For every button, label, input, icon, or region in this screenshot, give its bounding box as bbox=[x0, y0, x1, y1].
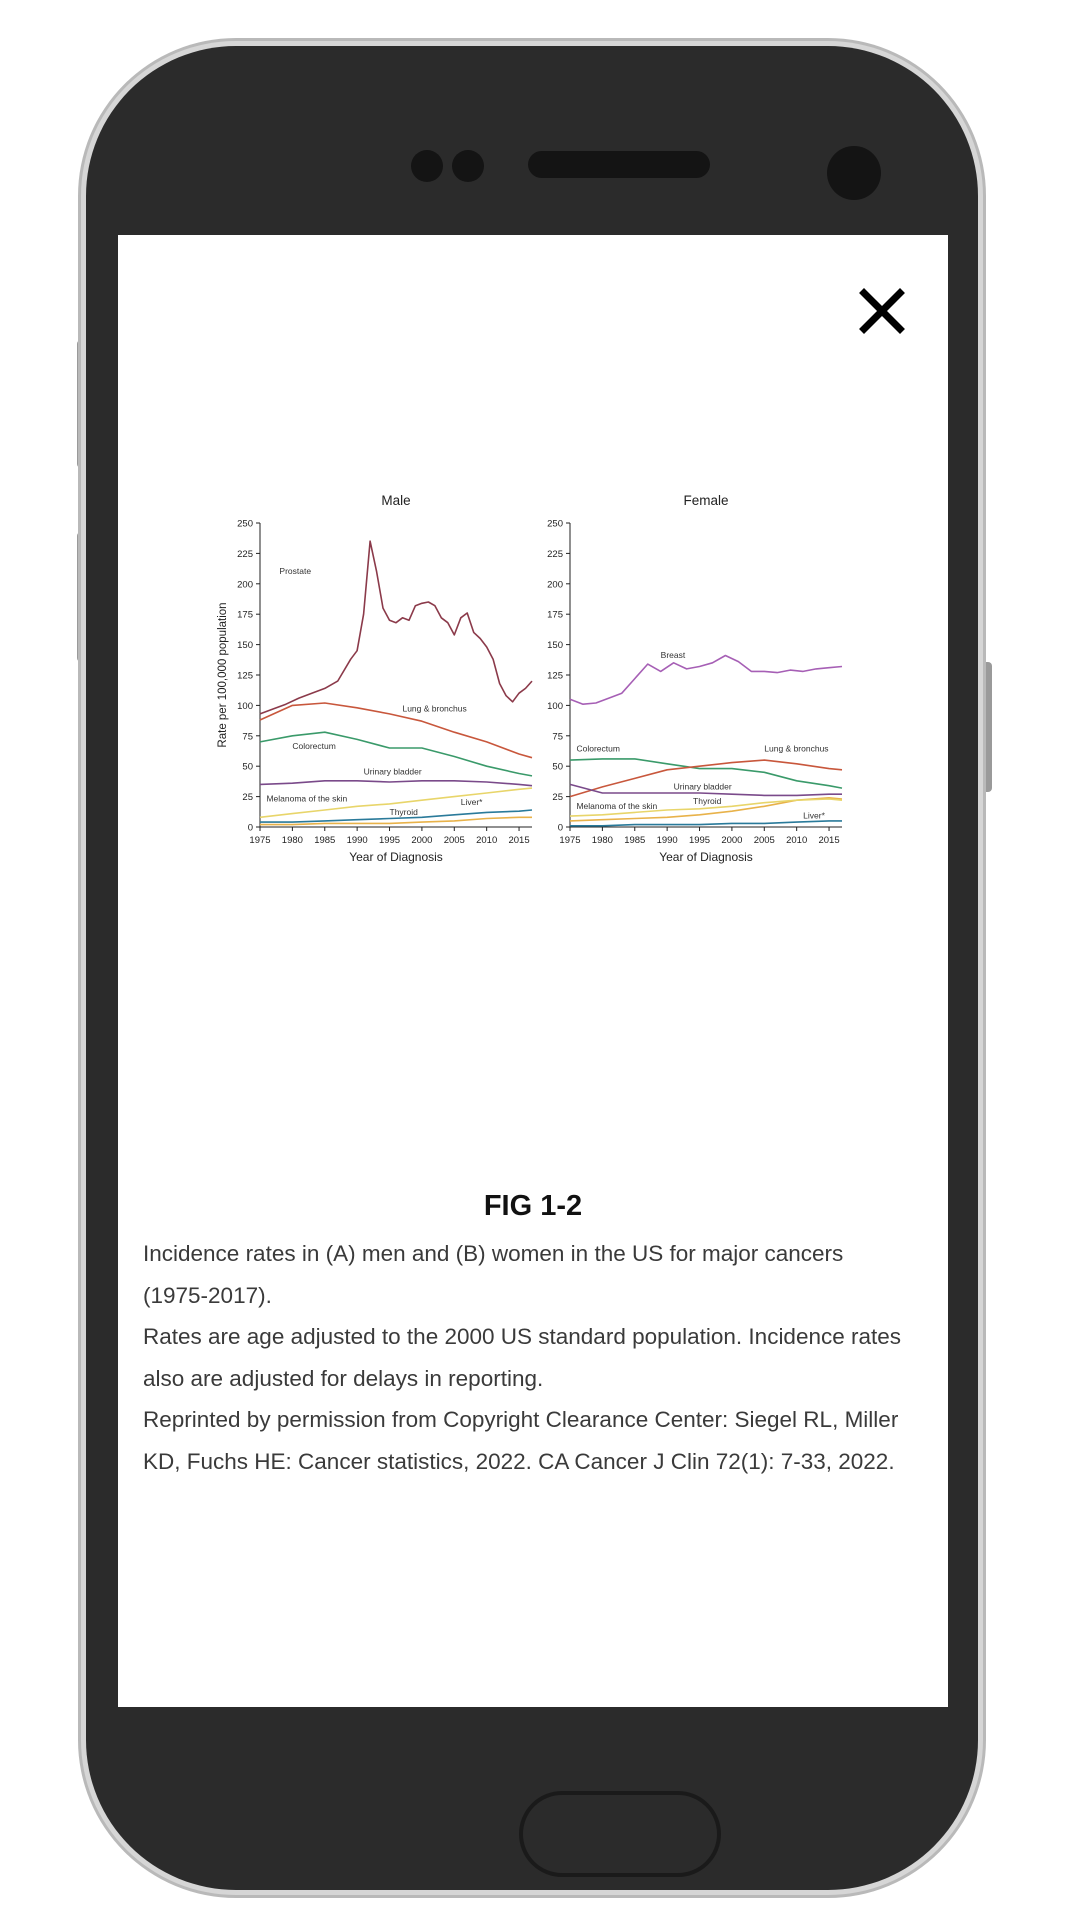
y-tick-label: 0 bbox=[557, 822, 563, 834]
series-label-breast: Breast bbox=[660, 649, 686, 660]
y-axis-label: Rate per 100,000 population bbox=[217, 602, 229, 748]
chart-female bbox=[547, 493, 842, 864]
x-tick-label: 1990 bbox=[656, 835, 678, 846]
x-tick-label: 1980 bbox=[281, 835, 303, 846]
series-label-thyroid: Thyroid bbox=[693, 795, 722, 806]
home-button[interactable] bbox=[519, 1791, 721, 1877]
y-tick-label: 125 bbox=[237, 670, 253, 682]
series-label-colorectum: Colorectum bbox=[292, 741, 336, 752]
close-icon bbox=[854, 283, 910, 339]
series-label-colorectum: Colorectum bbox=[576, 743, 620, 754]
series-label-urinary-bladder: Urinary bladder bbox=[673, 781, 732, 792]
chart-title: Male bbox=[381, 493, 411, 508]
series-label-lung-bronchus: Lung & bronchus bbox=[764, 743, 829, 754]
proximity-sensor bbox=[411, 150, 443, 182]
series-label-lung-bronchus: Lung & bronchus bbox=[402, 703, 467, 714]
series-label-melanoma-of-the-skin: Melanoma of the skin bbox=[266, 793, 348, 804]
x-axis-label: Year of Diagnosis bbox=[349, 850, 443, 864]
x-tick-label: 2010 bbox=[786, 835, 808, 846]
figure-modal bbox=[118, 235, 948, 1707]
x-tick-label: 1985 bbox=[624, 835, 646, 846]
x-tick-label: 2015 bbox=[508, 835, 530, 846]
series-label-liver: Liver* bbox=[803, 810, 825, 821]
caption-line-1: Incidence rates in (A) men and (B) women in the US for major cancers (1975-2017). bbox=[143, 1241, 844, 1308]
y-tick-label: 50 bbox=[552, 761, 563, 773]
incidence-charts bbox=[210, 485, 870, 1125]
y-tick-label: 100 bbox=[237, 700, 253, 712]
x-tick-label: 2005 bbox=[443, 835, 465, 846]
power-button[interactable] bbox=[982, 662, 992, 792]
x-tick-label: 2010 bbox=[476, 835, 498, 846]
y-tick-label: 175 bbox=[237, 609, 253, 621]
x-tick-label: 2005 bbox=[753, 835, 775, 846]
front-camera bbox=[827, 146, 881, 200]
y-tick-label: 225 bbox=[547, 548, 563, 560]
y-tick-label: 250 bbox=[237, 518, 253, 530]
series-label-liver: Liver* bbox=[460, 797, 483, 808]
x-tick-label: 2000 bbox=[411, 835, 433, 846]
light-sensor bbox=[452, 150, 484, 182]
y-tick-label: 25 bbox=[242, 792, 253, 804]
series-label-melanoma-of-the-skin: Melanoma of the skin bbox=[576, 800, 658, 811]
close-button[interactable] bbox=[854, 283, 910, 339]
x-tick-label: 1975 bbox=[559, 835, 581, 846]
earpiece-speaker bbox=[528, 151, 710, 178]
y-tick-label: 175 bbox=[547, 609, 563, 621]
x-axis-label: Year of Diagnosis bbox=[659, 850, 753, 864]
caption-line-2: Rates are age adjusted to the 2000 US standard population. Incidence rates also are adjusted for delays in reporting. bbox=[143, 1324, 902, 1391]
series-label-urinary-bladder: Urinary bladder bbox=[363, 766, 422, 777]
y-tick-label: 225 bbox=[237, 548, 253, 560]
y-tick-label: 25 bbox=[552, 792, 563, 804]
y-tick-label: 75 bbox=[552, 731, 563, 743]
chart-title: Female bbox=[683, 493, 729, 508]
y-tick-label: 200 bbox=[547, 579, 563, 591]
incidence-figure bbox=[210, 485, 870, 1125]
x-tick-label: 1995 bbox=[378, 835, 401, 846]
x-tick-label: 1985 bbox=[314, 835, 336, 846]
series-line-liver bbox=[570, 821, 842, 826]
caption-line-3: Reprinted by permission from Copyright Clearance Center: Siegel RL, Miller KD, Fuchs HE: Cancer statistics, 2022. CA Cancer J Clin 72(1): 7-33, 2022. bbox=[143, 1407, 899, 1474]
y-tick-label: 250 bbox=[547, 518, 563, 530]
y-tick-label: 50 bbox=[242, 761, 253, 773]
series-line-breast bbox=[570, 656, 842, 705]
series-label-prostate: Prostate bbox=[279, 566, 312, 577]
x-tick-label: 2015 bbox=[818, 835, 840, 846]
x-tick-label: 2000 bbox=[721, 835, 743, 846]
y-tick-label: 150 bbox=[547, 640, 563, 652]
y-tick-label: 75 bbox=[242, 731, 253, 743]
y-tick-label: 200 bbox=[237, 579, 253, 591]
series-line-urinary-bladder bbox=[260, 781, 532, 786]
x-tick-label: 1980 bbox=[591, 835, 613, 846]
series-label-thyroid: Thyroid bbox=[389, 806, 418, 817]
y-tick-label: 150 bbox=[237, 640, 253, 652]
y-tick-label: 100 bbox=[547, 700, 563, 712]
x-tick-label: 1990 bbox=[346, 835, 368, 846]
figure-caption bbox=[143, 1233, 913, 1482]
chart-male bbox=[217, 493, 532, 864]
x-tick-label: 1975 bbox=[249, 835, 271, 846]
x-tick-label: 1995 bbox=[688, 835, 711, 846]
y-tick-label: 0 bbox=[247, 822, 253, 834]
figure-label: FIG 1-2 bbox=[483, 1190, 583, 1222]
y-tick-label: 125 bbox=[547, 670, 563, 682]
